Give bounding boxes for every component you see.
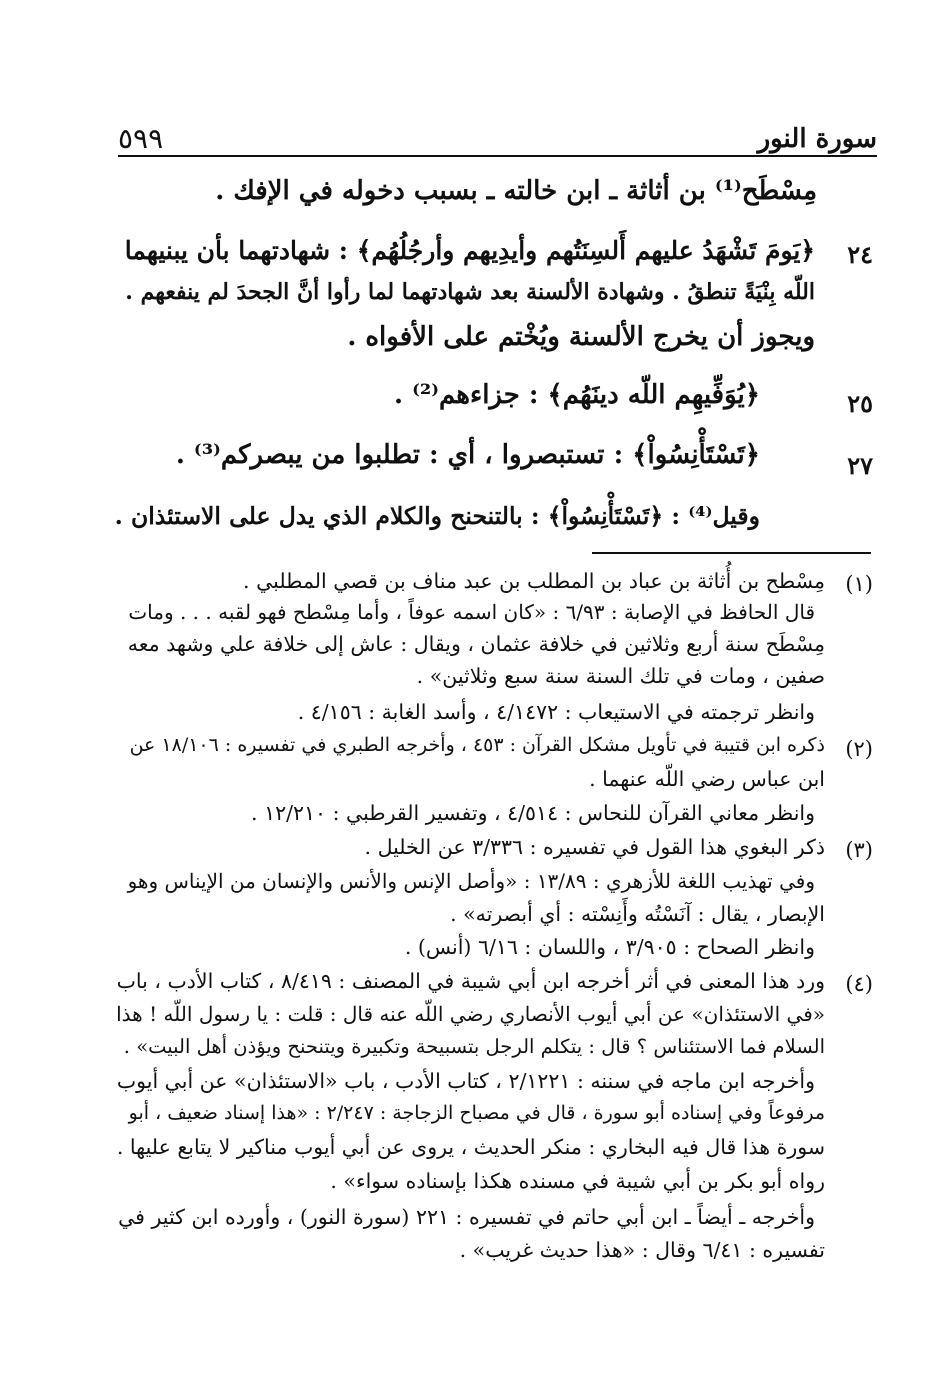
verse-number-25: ٢٥ <box>847 389 873 418</box>
footnote-line: تفسيره : ٦/٤١ وقال : «هذا حديث غريب» . <box>459 1238 825 1262</box>
footnote-line: ذكر البغوي هذا القول في تفسيره : ٣/٣٣٦ عن الخليل . <box>364 835 825 859</box>
main-line-1: مِسْطَح⁽¹⁾ بن أثاثة ـ ابن خالته ـ بسبب دخوله في الإفك . <box>215 176 817 206</box>
footnote-line: «في الاستئذان» عن أبي أيوب الأنصاري رضي اللّه عنه قال : قلت : يا رسول اللّه ! هذا <box>116 1002 825 1026</box>
verse-number-27: ٢٧ <box>847 451 873 480</box>
footnote-line: السلام فما الاستئناس ؟ قال : يتكلم الرجل بتسبيحة وتكبيرة ويتنحنح ويؤذن أهل البيت» . <box>123 1035 825 1058</box>
footnote-line: صفين ، ومات في تلك السنة سنة سبع وثلاثين» . <box>416 664 825 688</box>
footnote-line: قال الحافظ في الإصابة : ٦/٩٣ : «كان اسمه عوفاً ، وأما مِسْطح فهو لقبه . . . ومات <box>128 600 815 624</box>
page-number: ٥٩٩ <box>118 122 164 155</box>
footnote-number-1: (١) <box>845 572 873 596</box>
footnote-line: الإبصار ، يقال : آنَسْتُه وأَنِسْته : أي أبصرته» . <box>450 902 825 926</box>
footnote-number-3: (٣) <box>845 838 873 862</box>
footnote-line: رواه أبو بكر بن أبي شيبة في مسنده هكذا بإسناده سواء» . <box>330 1169 825 1193</box>
main-line-3: اللّه بِنْيَةً تنطقُ . وشهادة الألسنة بعد شهادتهما لما رأوا أنَّ الجحدَ لم ينفعهم . <box>125 279 815 305</box>
main-line-5: ﴿يُوَفِّيهِم اللّه دينَهُم﴾ : جزاءهم⁽²⁾ . <box>393 380 760 410</box>
main-line-4: ويجوز أن يخرج الألسنة ويُخْتم على الأفواه . <box>347 322 815 352</box>
footnote-number-4: (٤) <box>845 972 873 996</box>
header-rule <box>118 155 877 157</box>
footnote-line: وأخرجه ـ أيضاً ـ ابن أبي حاتم في تفسيره : ٢٢١ (سورة النور) ، وأورده ابن كثير في <box>118 1205 815 1229</box>
footnote-line: ورد هذا المعنى في أثر أخرجه ابن أبي شيبة في المصنف : ٨/٤١٩ ، كتاب الأدب ، باب <box>116 969 825 993</box>
main-line-2: ﴿يَومَ تَشْهَدُ عليهم أَلسِنَتُهم وأيدِيهم وأرجُلُهُم﴾ : شهادتهما بأن يبنيهما <box>124 236 815 265</box>
footnote-line: ابن عباس رضي اللّه عنهما . <box>589 767 825 791</box>
footnote-line: مِسْطح بن أُثاثة بن عباد بن المطلب بن عبد مناف بن قصي المطلبي . <box>243 569 825 593</box>
footnote-separator <box>592 552 871 554</box>
footnote-line: مرفوعاً وفي إسناده أبو سورة ، قال في مصباح الزجاجة : ٢/٢٤٧ : «هذا إسناد ضعيف ، أبو <box>128 1102 825 1124</box>
page-header <box>118 118 877 158</box>
footnote-line: سورة هذا قال فيه البخاري : منكر الحديث ، يروى عن أبي أيوب مناكير لا يتابع عليها . <box>116 1135 825 1159</box>
surah-title: سورة النور <box>757 124 877 154</box>
main-line-7: وقيل⁽⁴⁾ : ﴿تَسْتَأْنِسُواْ﴾ : بالتنحنح والكلام الذي يدل على الاستئذان . <box>114 502 760 530</box>
footnote-line: مِسْطَح سنة أربع وثلاثين في خلافة عثمان ، ويقال : عاش إلى خلافة علي وشهد معه <box>127 632 825 656</box>
footnote-line: وانظر معاني القرآن للنحاس : ٤/٥١٤ ، وتفسير القرطبي : ١٢/٢١٠ . <box>251 801 815 825</box>
footnote-line: وأخرجه ابن ماجه في سننه : ٢/١٢٢١ ، كتاب الأدب ، باب «الاستئذان» عن أبي أيوب <box>116 1069 815 1093</box>
footnote-number-2: (٢) <box>845 737 873 761</box>
footnote-line: ذكره ابن قتيبة في تأويل مشكل القرآن : ٤٥٣ ، وأخرجه الطبري في تفسيره : ١٨/١٠٦ عن <box>129 734 825 756</box>
footnote-line: وفي تهذيب اللغة للأزهري : ١٣/٨٩ : «وأصل الإنس والأنس والإنسان من الإيناس وهو <box>127 869 815 893</box>
main-line-6: ﴿تَسْتَأْنِسُواْ﴾ : تستبصروا ، أي : تطلبوا من يبصركم⁽³⁾ . <box>175 440 760 470</box>
footnote-line: وانظر ترجمته في الاستيعاب : ٤/١٤٧٢ ، وأسد الغابة : ٤/١٥٦ . <box>297 700 815 724</box>
footnote-line: وانظر الصحاح : ٣/٩٠٥ ، واللسان : ٦/١٦ (أنس) . <box>404 935 815 959</box>
verse-number-24: ٢٤ <box>847 240 873 269</box>
